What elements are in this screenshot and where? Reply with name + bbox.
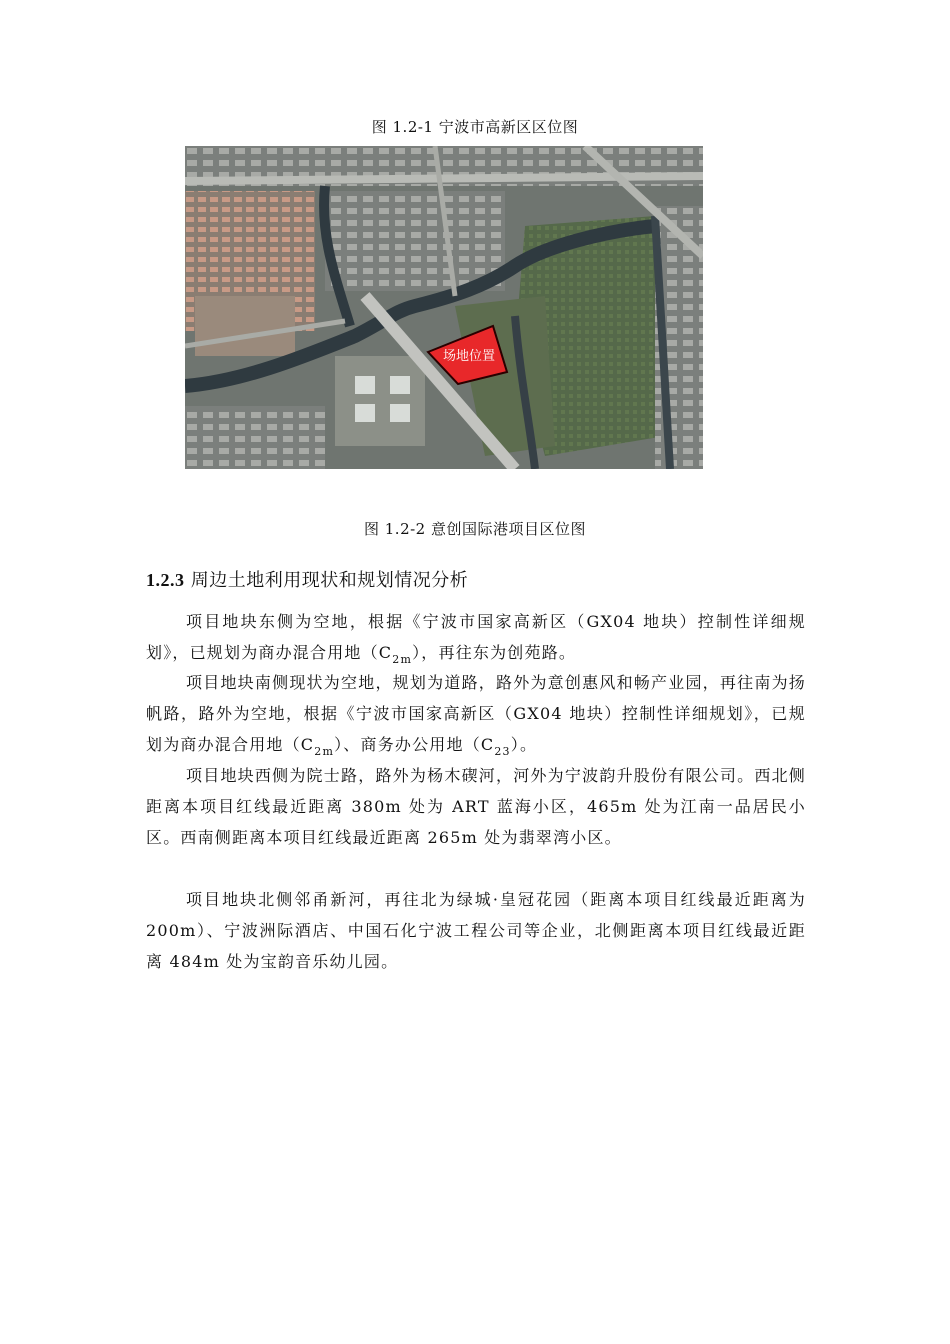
satellite-map-image: [185, 146, 703, 469]
paragraph-east-side: 项目地块东侧为空地，根据《宁波市国家高新区（GX04 地块）控制性详细规划》，已规划为商办混合用地$(C_{2m})$，再往东为创苑路。: [146, 612, 806, 666]
figure-caption-1: 图 1.2-1 宁波市高新区区位图: [371, 118, 579, 136]
paragraph-north-side: 项目地块北侧邻甬新河，再往北为绿城·皇冠花园（距离本项目红线最近距离为 200m）、宁波洲际酒店、中国石化宁波工程公司等企业，北侧距离本项目红线最近距离 484m 处为宝韵音乐幼儿园。: [146, 890, 806, 971]
section-title: 周边土地利用现状和规划情况分析: [190, 570, 469, 591]
site-location-label: 场地位置: [443, 349, 496, 364]
section-heading: [146, 566, 468, 592]
section-number: 1.2.3: [146, 570, 185, 590]
figure-caption-2: 图 1.2-2 意创国际港项目区位图: [363, 520, 586, 538]
paragraph-west-side: 项目地块西侧为院士路，路外为杨木碶河，河外为宁波韵升股份有限公司。西北侧距离本项目红线最近距离 380m 处为 ART 蓝海小区，465m 处为江南一品居民小区。西南侧距离本项目红线最近距离 265m 处为翡翠湾小区。: [146, 766, 806, 847]
paragraph-south-side: 项目地块南侧现状为空地，规划为道路，路外为意创惠风和畅产业园，再往南为扬帆路，路外为空地，根据《宁波市国家高新区（GX04 地块）控制性详细规划》，已规划为商办混合用地$(C_{2m})$、商务办公用地$(C_{23})$。: [146, 673, 806, 758]
